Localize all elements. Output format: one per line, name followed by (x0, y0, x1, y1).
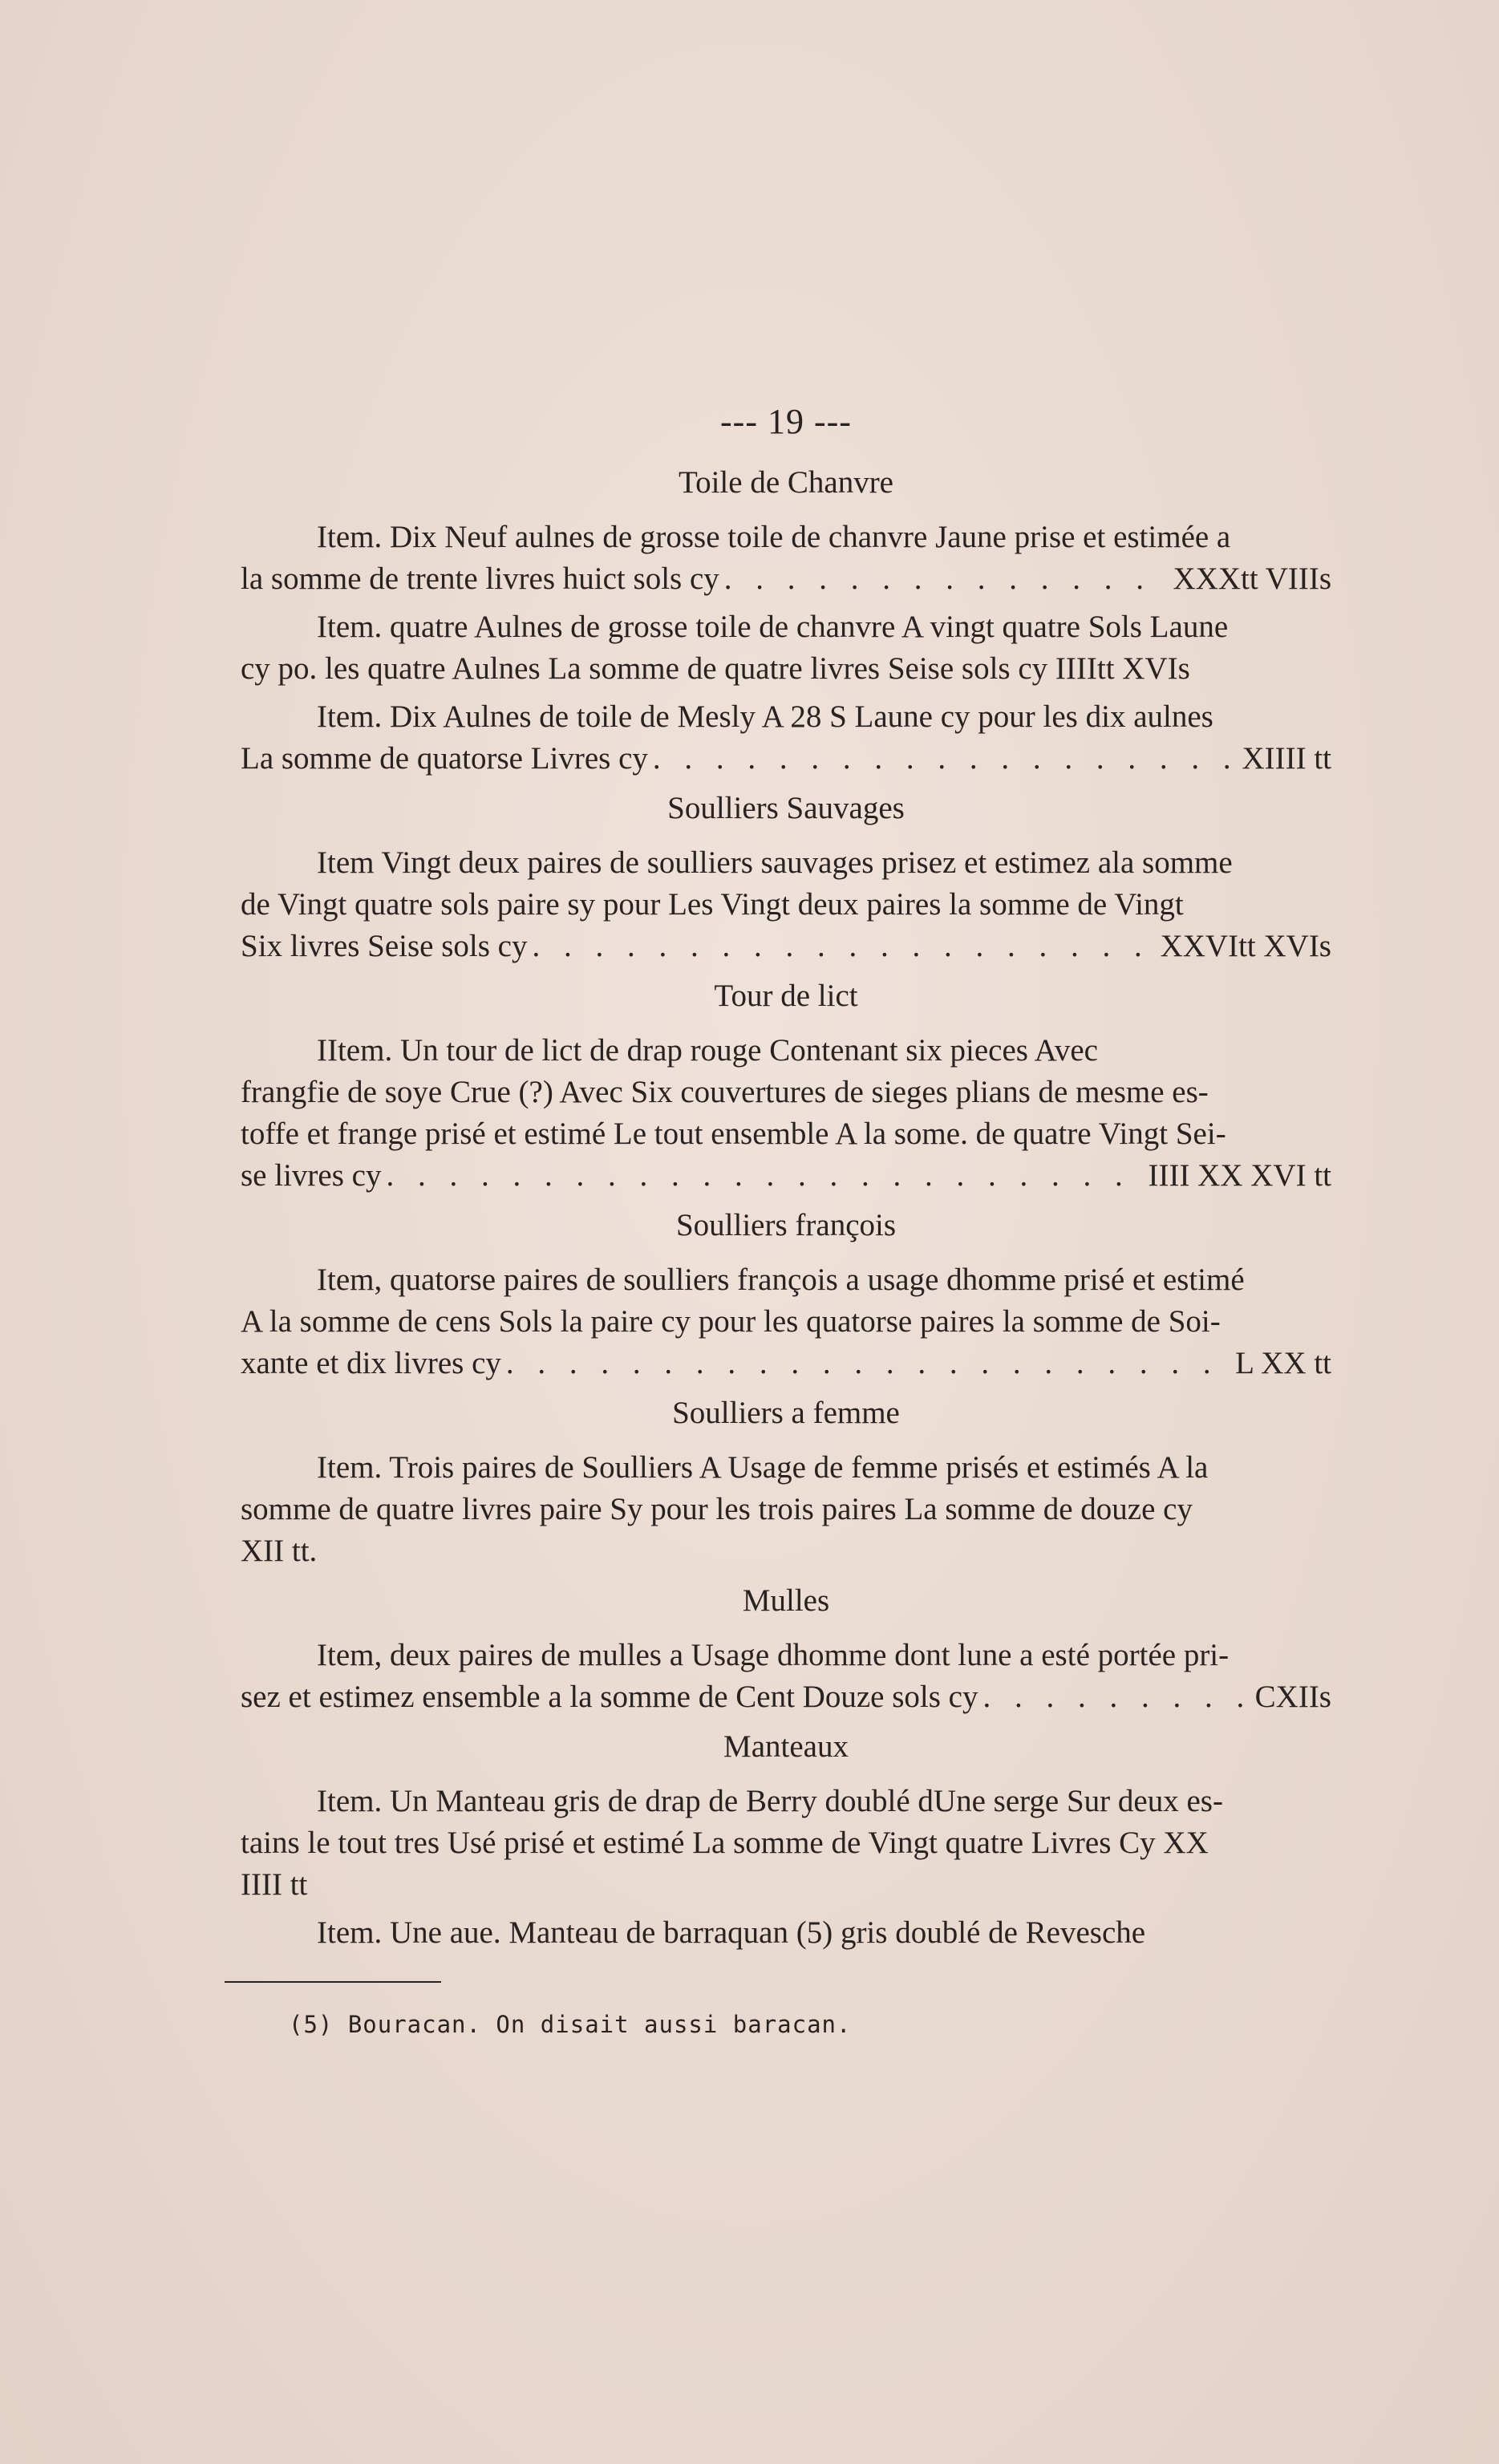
text-line: toffe et frange prisé et estimé Le tout ensemble A la some. de quatre Vingt Sei- (241, 1116, 1226, 1151)
dot-leader (982, 1676, 1250, 1718)
text-line: Six livres Seise sols cy (241, 929, 528, 963)
footnote: (5) Bouracan. On disait aussi baracan. (289, 2011, 852, 2038)
text-line: Item Vingt deux paires de soulliers sauvages prisez et estimez ala somme (317, 845, 1233, 880)
text-line: Item, deux paires de mulles a Usage dhomme dont lune a esté portée pri- (317, 1638, 1230, 1672)
dot-leader (653, 738, 1238, 780)
text-line: Item. Dix Aulnes de toile de Mesly A 28 S Laune cy pour les dix aulnes (317, 699, 1213, 734)
page-number: --- 19 --- (720, 402, 852, 441)
text-line: A la somme de cens Sols la paire cy pour les quatorse paires la somme de Soi- (241, 1304, 1221, 1339)
amount-value: XIIII tt (1242, 741, 1331, 776)
text-line: Item. Un Manteau gris de drap de Berry doublé dUne serge Sur deux es- (317, 1784, 1223, 1818)
text-line: IIII tt (241, 1867, 308, 1902)
amount-value: XXXtt VIIIs (1173, 561, 1331, 596)
text-line: Item. quatre Aulnes de grosse toile de chanvre A vingt quatre Sols Laune (317, 610, 1229, 644)
entry-manteaux-1 (241, 1781, 1331, 1906)
entry-soulliers-francois (241, 1259, 1331, 1384)
text-line: se livres cy (241, 1158, 382, 1193)
entry-soulliers-a-femme (241, 1447, 1331, 1572)
text-line: frangfie de soye Crue (?) Avec Six couvertures de sieges plians de mesme es- (241, 1075, 1209, 1109)
section-heading-mulles: Mulles (742, 1583, 830, 1618)
leader-line (241, 1155, 1331, 1197)
leader-line (241, 738, 1331, 780)
entry-manteaux-2 (241, 1912, 1331, 1954)
section-heading-toile-de-chanvre: Toile de Chanvre (678, 465, 893, 500)
text-line: La somme de quatorse Livres cy (241, 741, 648, 776)
text-line: cy po. les quatre Aulnes La somme de quatre livres Seise sols cy IIIItt XVIs (241, 651, 1190, 686)
text-line: Item. Trois paires de Soulliers A Usage de femme prisés et estimés A la (317, 1450, 1209, 1485)
section-heading-soulliers-sauvages: Soulliers Sauvages (667, 791, 905, 825)
leader-line (241, 558, 1331, 600)
text-line: somme de quatre livres paire Sy pour les trois paires La somme de douze cy (241, 1492, 1193, 1526)
page-content (241, 401, 1331, 2045)
text-line: XII tt. (241, 1534, 318, 1568)
entry-mulles (241, 1635, 1331, 1718)
section-heading-tour-de-lict: Tour de lict (714, 979, 858, 1013)
entry-toile-3 (241, 696, 1331, 780)
amount-value: IIII XX XVI tt (1148, 1158, 1331, 1193)
text-line: Item. Dix Neuf aulnes de grosse toile de chanvre Jaune prise et estimée a (317, 520, 1231, 554)
entry-soulliers-sauvages (241, 842, 1331, 967)
text-line: Item. Une aue. Manteau de barraquan (5) gris doublé de Revesche (317, 1915, 1146, 1950)
text-line: sez et estimez ensemble a la somme de Cent Douze sols cy (241, 1680, 978, 1714)
text-line: tains le tout tres Usé prisé et estimé La somme de Vingt quatre Livres Cy XX (241, 1826, 1209, 1860)
section-heading-soulliers-francois: Soulliers françois (675, 1208, 897, 1242)
section-heading-manteaux: Manteaux (723, 1729, 849, 1764)
entry-toile-2 (241, 606, 1331, 690)
amount-value: L XX tt (1235, 1346, 1331, 1380)
leader-line (241, 926, 1331, 967)
text-line: Item, quatorse paires de soulliers françois a usage dhomme prisé et estimé (317, 1262, 1245, 1297)
amount-value: CXIIs (1254, 1680, 1331, 1714)
leader-line (241, 1343, 1331, 1384)
section-heading-soulliers-a-femme: Soulliers a femme (672, 1396, 900, 1430)
amount-value: XXVItt XVIs (1160, 929, 1331, 963)
text-line: de Vingt quatre sols paire sy pour Les Vingt deux paires la somme de Vingt (241, 887, 1184, 922)
text-line: IItem. Un tour de lict de drap rouge Contenant six pieces Avec (317, 1033, 1098, 1068)
text-line: la somme de trente livres huict sols cy (241, 561, 719, 596)
dot-leader (533, 926, 1156, 967)
dot-leader (724, 558, 1169, 600)
entry-toile-1 (241, 517, 1331, 600)
footnote-rule (225, 1981, 441, 1983)
leader-line (241, 1676, 1331, 1718)
dot-leader (386, 1155, 1143, 1197)
entry-tour-de-lict (241, 1030, 1331, 1197)
text-line: xante et dix livres cy (241, 1346, 501, 1380)
dot-leader (506, 1343, 1230, 1384)
